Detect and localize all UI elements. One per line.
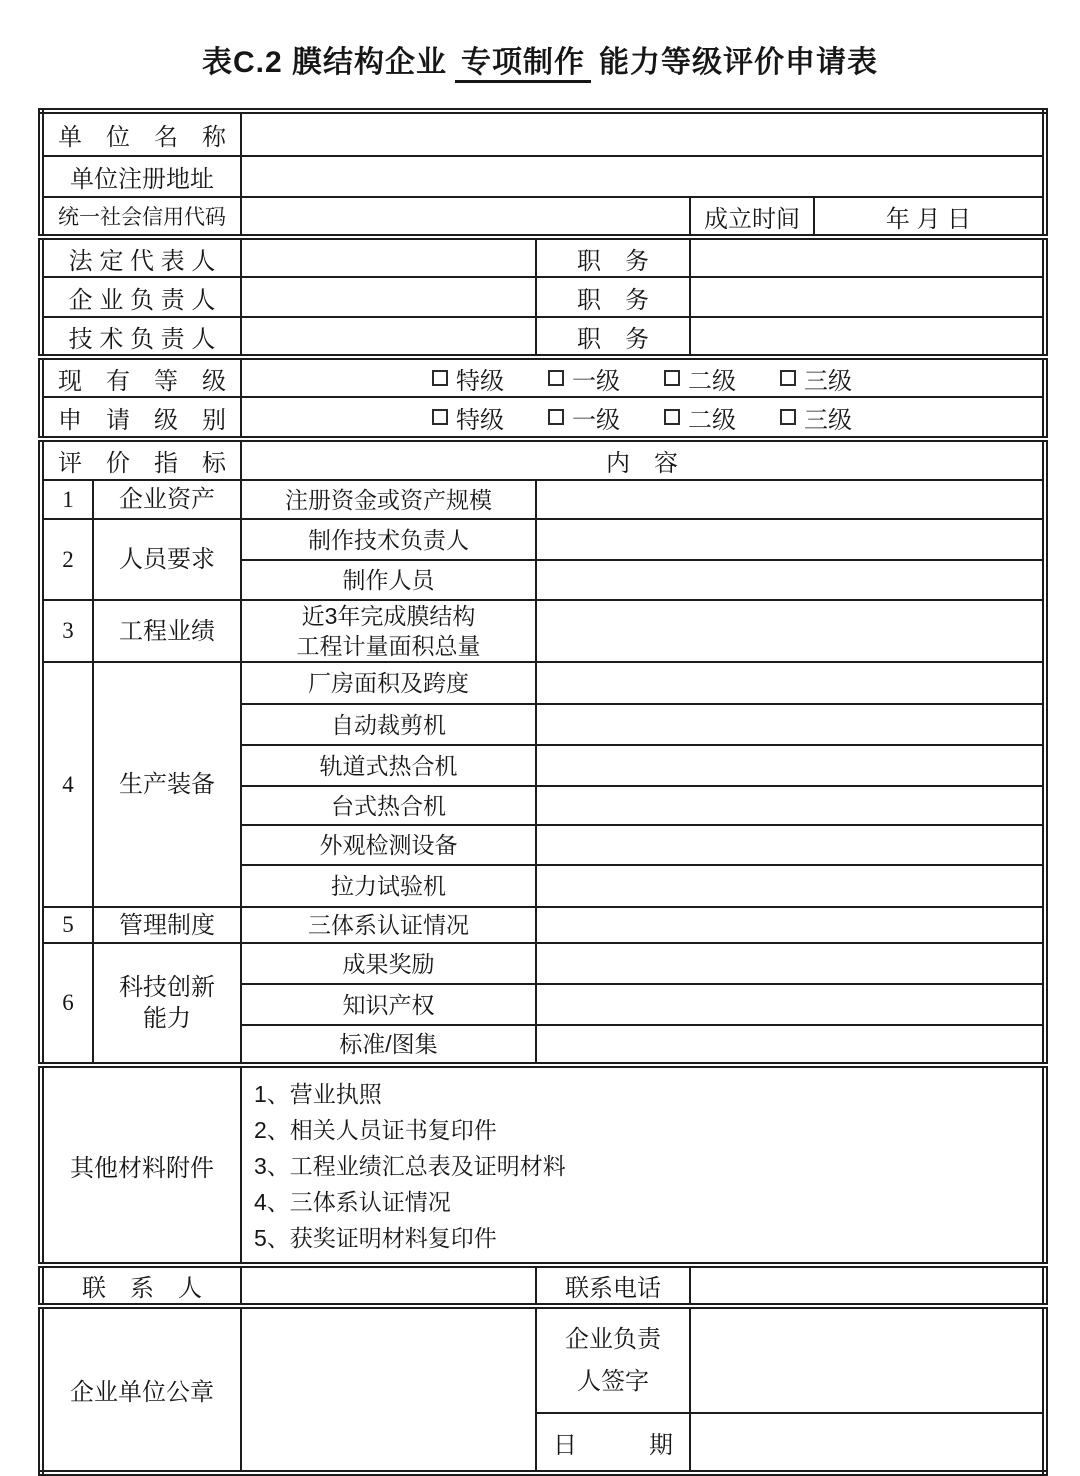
tech-head-position-label: 职 务 bbox=[536, 317, 690, 357]
eval-content-input[interactable] bbox=[536, 519, 1045, 560]
eval-content-input[interactable] bbox=[536, 600, 1045, 662]
eval-content-input[interactable] bbox=[536, 984, 1045, 1025]
apply-level-checkbox-grade2[interactable] bbox=[664, 400, 736, 435]
eval-content-label: 内 容 bbox=[241, 439, 1045, 480]
category-tech-innovation: 科技创新 能力 bbox=[93, 943, 241, 1065]
attachments-label: 其他材料附件 bbox=[41, 1065, 241, 1265]
category-management-system: 管理制度 bbox=[93, 907, 241, 943]
indicator-production-tech-head: 制作技术负责人 bbox=[241, 519, 536, 560]
established-date-input[interactable]: 年 月 日 bbox=[814, 197, 1045, 237]
legal-rep-position-input[interactable] bbox=[690, 237, 1045, 277]
category-personnel: 人员要求 bbox=[93, 519, 241, 600]
credit-code-label: 统一社会信用代码 bbox=[41, 197, 241, 237]
row-tech-head bbox=[41, 317, 1045, 357]
checkbox-label: 一级 bbox=[572, 406, 620, 434]
checkbox-label: 二级 bbox=[688, 406, 736, 434]
enterprise-head-position-label: 职 务 bbox=[536, 277, 690, 317]
checkbox-label: 一级 bbox=[572, 367, 620, 395]
current-level-label: 现 有 等 级 bbox=[41, 357, 241, 397]
row-legal-rep bbox=[41, 237, 1045, 277]
category-project-performance: 工程业绩 bbox=[93, 600, 241, 662]
apply-level-label: 申 请 级 别 bbox=[41, 397, 241, 439]
current-level-checkbox-grade1[interactable] bbox=[548, 361, 620, 396]
row-enterprise-head bbox=[41, 277, 1045, 317]
checkbox-icon bbox=[780, 409, 796, 425]
row-eval-6a bbox=[41, 943, 1045, 984]
row-contact bbox=[41, 1265, 1045, 1306]
checkbox-label: 特级 bbox=[456, 406, 504, 434]
eval-row-number: 2 bbox=[41, 519, 93, 600]
date-label: 日 期 bbox=[536, 1413, 690, 1473]
eval-content-input[interactable] bbox=[536, 1025, 1045, 1065]
checkbox-icon bbox=[548, 370, 564, 386]
indicator-achievement-awards: 成果奖励 bbox=[241, 943, 536, 984]
eval-index-label: 评 价 指 标 bbox=[41, 439, 241, 480]
checkbox-label: 特级 bbox=[456, 367, 504, 395]
row-eval-4a bbox=[41, 662, 1045, 704]
indicator-registered-capital: 注册资金或资产规模 bbox=[241, 480, 536, 519]
eval-content-input[interactable] bbox=[536, 907, 1045, 943]
indicator-tensile-testing-machine: 拉力试验机 bbox=[241, 865, 536, 907]
row-eval-5 bbox=[41, 907, 1045, 943]
attachment-item: 3、工程业绩汇总表及证明材料 bbox=[254, 1153, 566, 1179]
eval-row-number: 4 bbox=[41, 662, 93, 907]
signer-label: 企业负责 人签字 bbox=[536, 1306, 690, 1413]
eval-content-input[interactable] bbox=[536, 786, 1045, 825]
indicator-standards-atlas: 标准/图集 bbox=[241, 1025, 536, 1065]
tech-head-label: 技 术 负 责 人 bbox=[41, 317, 241, 357]
row-current-level bbox=[41, 357, 1045, 397]
row-apply-level bbox=[41, 397, 1045, 439]
enterprise-head-position-input[interactable] bbox=[690, 277, 1045, 317]
title-suffix: 能力等级评价申请表 bbox=[599, 46, 879, 79]
contact-input[interactable] bbox=[241, 1265, 536, 1306]
indicator-table-welding-machine: 台式热合机 bbox=[241, 786, 536, 825]
legal-rep-label: 法 定 代 表 人 bbox=[41, 237, 241, 277]
indicator-intellectual-property: 知识产权 bbox=[241, 984, 536, 1025]
indicator-three-system-certification: 三体系认证情况 bbox=[241, 907, 536, 943]
eval-content-input[interactable] bbox=[536, 560, 1045, 600]
eval-content-input[interactable] bbox=[536, 662, 1045, 704]
established-label: 成立时间 bbox=[690, 197, 814, 237]
current-level-checkbox-special[interactable] bbox=[432, 361, 504, 396]
unit-name-label: 单 位 名 称 bbox=[41, 111, 241, 156]
unit-name-input[interactable] bbox=[241, 111, 1045, 156]
seal-area-input[interactable] bbox=[241, 1306, 536, 1473]
checkbox-icon bbox=[432, 370, 448, 386]
title-underlined-specialty: 专项制作 bbox=[455, 46, 591, 83]
attachments-list bbox=[241, 1065, 1045, 1265]
legal-rep-position-label: 职 务 bbox=[536, 237, 690, 277]
current-level-options bbox=[241, 357, 1045, 397]
row-credit-code bbox=[41, 197, 1045, 237]
checkbox-icon bbox=[432, 409, 448, 425]
attachment-item: 1、营业执照 bbox=[254, 1081, 382, 1107]
row-eval-3 bbox=[41, 600, 1045, 662]
row-eval-2a bbox=[41, 519, 1045, 560]
attachment-item: 5、获奖证明材料复印件 bbox=[254, 1225, 497, 1251]
page-title bbox=[0, 0, 1080, 82]
tech-head-position-input[interactable] bbox=[690, 317, 1045, 357]
checkbox-icon bbox=[664, 409, 680, 425]
checkbox-icon bbox=[664, 370, 680, 386]
checkbox-icon bbox=[548, 409, 564, 425]
category-enterprise-assets: 企业资产 bbox=[93, 480, 241, 519]
checkbox-label: 二级 bbox=[688, 367, 736, 395]
current-level-checkbox-grade2[interactable] bbox=[664, 361, 736, 396]
attachment-item: 2、相关人员证书复印件 bbox=[254, 1117, 497, 1143]
row-unit-name bbox=[41, 111, 1045, 156]
category-production-equipment: 生产装备 bbox=[93, 662, 241, 907]
seal-label: 企业单位公章 bbox=[41, 1306, 241, 1473]
date-input[interactable] bbox=[690, 1413, 1045, 1473]
eval-content-input[interactable] bbox=[536, 825, 1045, 865]
enterprise-head-label: 企 业 负 责 人 bbox=[41, 277, 241, 317]
attachment-item: 4、三体系认证情况 bbox=[254, 1189, 451, 1215]
checkbox-label: 三级 bbox=[804, 406, 852, 434]
current-level-checkbox-grade3[interactable] bbox=[780, 361, 852, 396]
row-eval-1 bbox=[41, 480, 1045, 519]
eval-row-number: 6 bbox=[41, 943, 93, 1065]
row-unit-address bbox=[41, 156, 1045, 197]
legal-rep-input[interactable] bbox=[241, 237, 536, 277]
eval-row-number: 5 bbox=[41, 907, 93, 943]
eval-content-input[interactable] bbox=[536, 480, 1045, 519]
indicator-rail-welding-machine: 轨道式热合机 bbox=[241, 745, 536, 786]
row-attachments bbox=[41, 1065, 1045, 1265]
indicator-visual-inspection-equipment: 外观检测设备 bbox=[241, 825, 536, 865]
indicator-completed-area: 近3年完成膜结构 工程计量面积总量 bbox=[241, 600, 536, 662]
contact-phone-label: 联系电话 bbox=[536, 1265, 690, 1306]
eval-row-number: 3 bbox=[41, 600, 93, 662]
checkbox-icon bbox=[780, 370, 796, 386]
eval-content-input[interactable] bbox=[536, 943, 1045, 984]
eval-content-input[interactable] bbox=[536, 865, 1045, 907]
eval-content-input[interactable] bbox=[536, 745, 1045, 786]
contact-phone-input[interactable] bbox=[690, 1265, 1045, 1306]
indicator-production-staff: 制作人员 bbox=[241, 560, 536, 600]
eval-row-number: 1 bbox=[41, 480, 93, 519]
signer-input[interactable] bbox=[690, 1306, 1045, 1413]
enterprise-head-input[interactable] bbox=[241, 277, 536, 317]
title-prefix: 表C.2 膜结构企业 bbox=[201, 46, 448, 79]
application-table bbox=[38, 108, 1048, 1476]
row-seal-signature bbox=[41, 1306, 1045, 1413]
checkbox-label: 三级 bbox=[804, 367, 852, 395]
indicator-factory-area-span: 厂房面积及跨度 bbox=[241, 662, 536, 704]
indicator-auto-cutting-machine: 自动裁剪机 bbox=[241, 704, 536, 745]
contact-label: 联 系 人 bbox=[41, 1265, 241, 1306]
unit-address-label: 单位注册地址 bbox=[41, 156, 241, 197]
credit-code-input[interactable] bbox=[241, 197, 690, 237]
row-eval-header bbox=[41, 439, 1045, 480]
apply-level-checkbox-grade1[interactable] bbox=[548, 400, 620, 435]
eval-content-input[interactable] bbox=[536, 704, 1045, 745]
apply-level-checkbox-special[interactable] bbox=[432, 400, 504, 435]
unit-address-input[interactable] bbox=[241, 156, 1045, 197]
apply-level-checkbox-grade3[interactable] bbox=[780, 400, 852, 435]
tech-head-input[interactable] bbox=[241, 317, 536, 357]
apply-level-options bbox=[241, 397, 1045, 439]
